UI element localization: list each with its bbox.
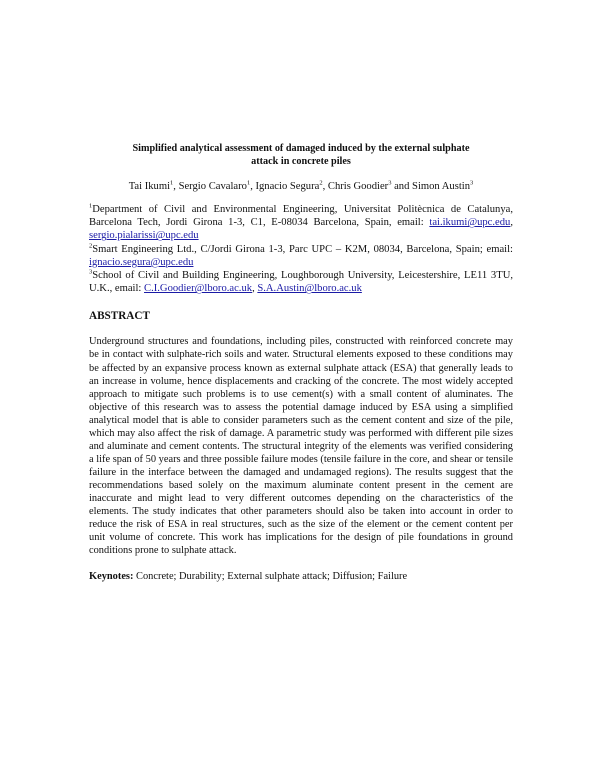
- affiliations: [89, 203, 513, 295]
- keywords-line: [89, 570, 513, 583]
- author-separator: ,: [322, 181, 328, 192]
- affiliation-marker: 3: [89, 268, 93, 276]
- author-separator: ,: [173, 181, 179, 192]
- author-affiliation-marker: 1: [246, 179, 251, 187]
- author-affiliation-marker: 2: [319, 179, 323, 187]
- author-name: Simon Austin: [412, 181, 471, 192]
- keywords-text: Concrete; Durability; External sulphate attack; Diffusion; Failure: [133, 571, 408, 583]
- paper-title: [89, 142, 513, 168]
- email-link[interactable]: C.I.Goodier@lboro.ac.uk: [144, 283, 253, 295]
- author-affiliation-marker: 3: [388, 179, 392, 187]
- abstract-body: Underground structures and foundations, including piles, constructed with reinforced concrete may be in contact with sulphate-rich soils and water. Structural elements exposed to these conditions may be affected by an expansive process known as external sulphate attack (ESA) that generally leads to an increase in volume, hence displacements and cracking of the concrete. The most widely accepted approach to mitigate such problems is to use cement(s) with a small content of aluminates. The objective of this research was to assess the potential damage induced by ESA using a simplified analytical model that is able to consider parameters such as the cement content and size of the pile, which may also affect the risk of damage. A parametric study was performed with different pile sizes and aluminate and cement contents. The structural integrity of the elements was verified considering a life span of 50 years and three possible failure modes (tensile failure in the core, and shear or tensile failure in the interface between the damaged and undamaged regions). The results suggest that the recommendations based solely on the maximum aluminate content present in the cement are inaccurate and might lead to very different outcomes depending on the characteristics of the elements. The study indicates that other parameters should also be taken into account in order to reduce the risk of ESA in real structures, such as the size of the element or the cement content per unit volume of concrete. This work has implications for the design of pile foundations in ground conditions prone to sulphate attack.: [89, 336, 513, 557]
- author-name: Sergio Cavalaro: [178, 181, 247, 192]
- author-affiliation-marker: 3: [470, 179, 474, 187]
- author-separator: and: [391, 181, 413, 192]
- affiliation-text: Department of Civil and Environmental Engineering, Universitat Politècnica de Catalunya, Barcelona Tech, Jordi Girona 1-3, C1, E-08034 Barcelona, Spain, email:: [89, 204, 513, 229]
- affiliation-2: [89, 243, 513, 269]
- email-separator: ,: [252, 283, 258, 295]
- affiliation-text: School of Civil and Building Engineering, Loughborough University, Leicestershire, LE11 3TU, U.K., email:: [89, 270, 513, 295]
- author-affiliation-marker: 1: [170, 179, 174, 187]
- author-name: Chris Goodier: [327, 181, 389, 192]
- paper-content: [89, 142, 513, 583]
- keywords-label: Keynotes:: [89, 571, 134, 583]
- email-link[interactable]: sergio.pialarissi@upc.edu: [89, 230, 199, 242]
- affiliation-marker: 2: [89, 242, 93, 250]
- affiliation-marker: 1: [89, 202, 93, 210]
- paper-title-line-2: attack in concrete piles: [251, 156, 351, 167]
- email-link[interactable]: ignacio.segura@upc.edu: [89, 256, 194, 268]
- email-separator: ,: [510, 217, 513, 229]
- author-list: [89, 180, 513, 193]
- author-separator: ,: [250, 181, 256, 192]
- abstract-heading: ABSTRACT: [89, 310, 150, 323]
- author-name: Ignacio Segura: [255, 181, 320, 192]
- paper-title-line-1: Simplified analytical assessment of damaged induced by the external sulphate: [132, 143, 470, 154]
- affiliation-1: [89, 203, 513, 243]
- affiliation-text: Smart Engineering Ltd., C/Jordi Girona 1-3, Parc UPC – K2M, 08034, Barcelona, Spain; email:: [92, 243, 513, 255]
- email-link[interactable]: S.A.Austin@lboro.ac.uk: [257, 283, 362, 295]
- affiliation-3: [89, 269, 513, 295]
- email-link[interactable]: tai.ikumi@upc.edu: [429, 217, 511, 229]
- author-name: Tai Ikumi: [128, 181, 171, 192]
